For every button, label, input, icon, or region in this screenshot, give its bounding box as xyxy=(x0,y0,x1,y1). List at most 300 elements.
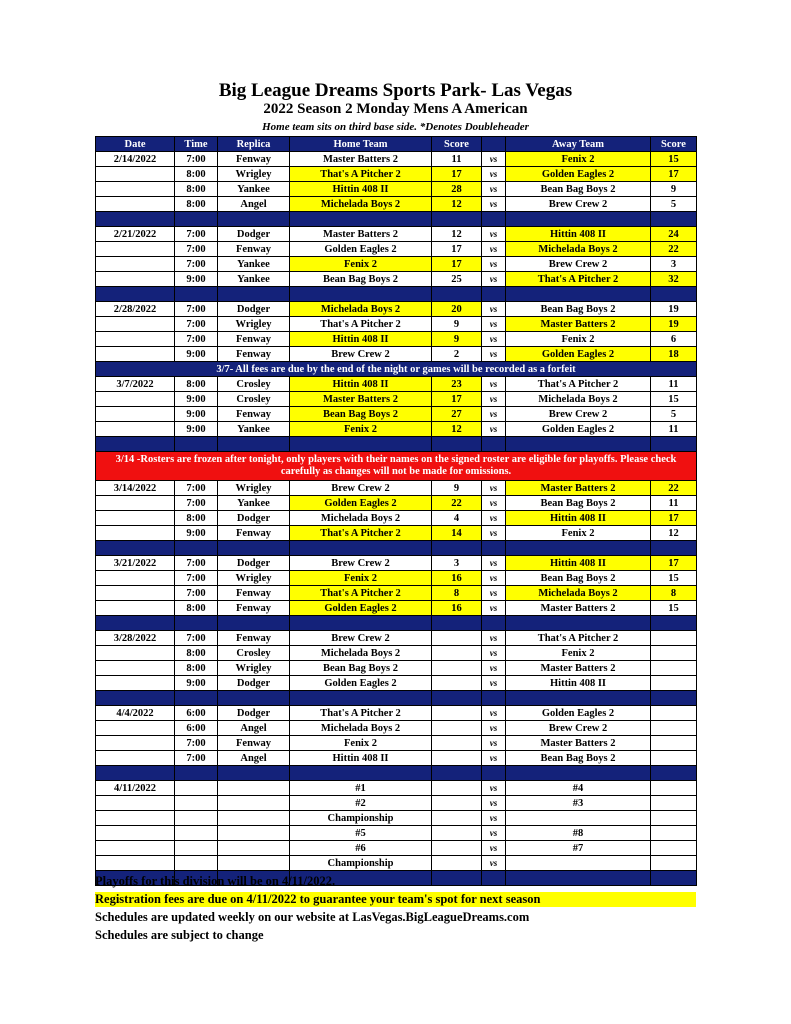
replica-cell xyxy=(218,841,290,856)
away-score-cell: 11 xyxy=(651,377,697,392)
vs-cell: vs xyxy=(482,646,506,661)
away-score-cell xyxy=(651,631,697,646)
home-team-cell: Hittin 408 II xyxy=(290,377,432,392)
date-cell xyxy=(96,496,175,511)
time-cell: 7:00 xyxy=(175,317,218,332)
time-cell xyxy=(175,781,218,796)
date-cell xyxy=(96,841,175,856)
alert-text: 3/14 -Rosters are frozen after tonight, only players with their names on the signed roster are eligible for playoffs. Please check carefully as changes will not be made for omissions. xyxy=(96,452,697,481)
separator-cell xyxy=(506,616,651,631)
away-score-cell: 17 xyxy=(651,556,697,571)
col-vs xyxy=(482,137,506,152)
page-title: Big League Dreams Sports Park- Las Vegas xyxy=(218,80,573,101)
separator-cell xyxy=(290,616,432,631)
away-team-cell: #7 xyxy=(506,841,651,856)
col-home-score: Score xyxy=(432,137,482,152)
replica-cell: Yankee xyxy=(218,257,290,272)
vs-cell: vs xyxy=(482,571,506,586)
home-team-cell: Hittin 408 II xyxy=(290,751,432,766)
game-row xyxy=(96,496,697,511)
separator-cell xyxy=(506,212,651,227)
game-row xyxy=(96,841,697,856)
separator-cell xyxy=(290,541,432,556)
game-row xyxy=(96,556,697,571)
col-home-team: Home Team xyxy=(290,137,432,152)
separator-cell xyxy=(175,437,218,452)
away-score-cell xyxy=(651,826,697,841)
home-score-cell: 4 xyxy=(432,511,482,526)
vs-cell: vs xyxy=(482,317,506,332)
away-score-cell xyxy=(651,856,697,871)
away-score-cell: 19 xyxy=(651,317,697,332)
separator-cell xyxy=(218,766,290,781)
replica-cell: Crosley xyxy=(218,646,290,661)
separator-cell xyxy=(432,212,482,227)
home-team-cell: Hittin 408 II xyxy=(290,332,432,347)
away-team-cell xyxy=(506,811,651,826)
home-score-cell: 12 xyxy=(432,227,482,242)
separator-cell xyxy=(175,766,218,781)
date-cell xyxy=(96,167,175,182)
vs-cell: vs xyxy=(482,676,506,691)
date-cell xyxy=(96,646,175,661)
home-score-cell xyxy=(432,781,482,796)
home-team-cell: That's A Pitcher 2 xyxy=(290,317,432,332)
date-cell: 2/21/2022 xyxy=(96,227,175,242)
separator-cell xyxy=(651,616,697,631)
replica-cell: Fenway xyxy=(218,631,290,646)
vs-cell: vs xyxy=(482,721,506,736)
separator-cell xyxy=(432,287,482,302)
replica-cell: Dodger xyxy=(218,676,290,691)
away-score-cell: 32 xyxy=(651,272,697,287)
away-score-cell xyxy=(651,751,697,766)
home-score-cell: 2 xyxy=(432,347,482,362)
separator-cell xyxy=(96,437,175,452)
home-score-cell: 27 xyxy=(432,407,482,422)
game-row xyxy=(96,661,697,676)
game-row xyxy=(96,422,697,437)
separator-cell xyxy=(482,616,506,631)
home-team-cell: Hittin 408 II xyxy=(290,182,432,197)
home-team-cell: Golden Eagles 2 xyxy=(290,676,432,691)
time-cell xyxy=(175,796,218,811)
away-score-cell xyxy=(651,841,697,856)
replica-cell: Dodger xyxy=(218,706,290,721)
separator-cell xyxy=(175,541,218,556)
time-cell: 9:00 xyxy=(175,422,218,437)
vs-cell: vs xyxy=(482,706,506,721)
separator-cell xyxy=(651,691,697,706)
game-row xyxy=(96,706,697,721)
home-score-cell: 9 xyxy=(432,317,482,332)
date-cell xyxy=(96,347,175,362)
time-cell xyxy=(175,811,218,826)
replica-cell: Wrigley xyxy=(218,481,290,496)
date-cell xyxy=(96,586,175,601)
home-team-cell: Fenix 2 xyxy=(290,257,432,272)
vs-cell: vs xyxy=(482,197,506,212)
home-score-cell xyxy=(432,676,482,691)
separator-cell xyxy=(290,437,432,452)
footer-registration: Registration fees are due on 4/11/2022 to guarantee your team's spot for next season xyxy=(95,892,696,907)
notice-text: 3/7- All fees are due by the end of the night or games will be recorded as a forfeit xyxy=(96,362,697,377)
separator-cell xyxy=(218,541,290,556)
home-score-cell xyxy=(432,736,482,751)
date-cell xyxy=(96,272,175,287)
away-team-cell: That's A Pitcher 2 xyxy=(506,377,651,392)
date-cell xyxy=(96,661,175,676)
vs-cell: vs xyxy=(482,601,506,616)
home-team-cell: Championship xyxy=(290,811,432,826)
date-cell xyxy=(96,751,175,766)
replica-cell xyxy=(218,811,290,826)
time-cell: 7:00 xyxy=(175,586,218,601)
time-cell: 7:00 xyxy=(175,302,218,317)
home-team-cell: Master Batters 2 xyxy=(290,392,432,407)
separator-cell xyxy=(432,691,482,706)
game-row xyxy=(96,856,697,871)
away-team-cell: Hittin 408 II xyxy=(506,227,651,242)
date-cell xyxy=(96,601,175,616)
home-score-cell xyxy=(432,721,482,736)
away-score-cell: 11 xyxy=(651,496,697,511)
game-row xyxy=(96,242,697,257)
time-cell: 9:00 xyxy=(175,526,218,541)
separator-cell xyxy=(432,541,482,556)
schedule-table xyxy=(95,136,697,886)
away-team-cell: Michelada Boys 2 xyxy=(506,242,651,257)
home-team-cell: That's A Pitcher 2 xyxy=(290,586,432,601)
home-team-cell: Michelada Boys 2 xyxy=(290,197,432,212)
separator-cell xyxy=(506,437,651,452)
date-cell: 2/14/2022 xyxy=(96,152,175,167)
replica-cell: Dodger xyxy=(218,302,290,317)
separator-cell xyxy=(506,691,651,706)
replica-cell xyxy=(218,826,290,841)
separator-cell xyxy=(96,541,175,556)
home-team-cell: Bean Bag Boys 2 xyxy=(290,661,432,676)
game-row xyxy=(96,781,697,796)
date-cell xyxy=(96,257,175,272)
vs-cell: vs xyxy=(482,227,506,242)
time-cell: 8:00 xyxy=(175,167,218,182)
away-team-cell: Bean Bag Boys 2 xyxy=(506,496,651,511)
away-team-cell: That's A Pitcher 2 xyxy=(506,631,651,646)
away-score-cell: 9 xyxy=(651,182,697,197)
replica-cell: Angel xyxy=(218,197,290,212)
separator-cell xyxy=(482,871,506,886)
away-team-cell: Golden Eagles 2 xyxy=(506,167,651,182)
replica-cell: Wrigley xyxy=(218,317,290,332)
col-replica: Replica xyxy=(218,137,290,152)
time-cell: 7:00 xyxy=(175,227,218,242)
replica-cell: Angel xyxy=(218,721,290,736)
away-score-cell xyxy=(651,796,697,811)
separator-row xyxy=(96,437,697,452)
home-team-cell: Fenix 2 xyxy=(290,422,432,437)
away-team-cell: Fenix 2 xyxy=(506,646,651,661)
separator-row xyxy=(96,691,697,706)
date-cell xyxy=(96,422,175,437)
separator-cell xyxy=(432,616,482,631)
date-cell: 3/7/2022 xyxy=(96,377,175,392)
separator-cell xyxy=(651,871,697,886)
home-team-cell: That's A Pitcher 2 xyxy=(290,526,432,541)
separator-cell xyxy=(432,871,482,886)
time-cell: 8:00 xyxy=(175,182,218,197)
separator-row xyxy=(96,616,697,631)
game-row xyxy=(96,586,697,601)
home-score-cell xyxy=(432,856,482,871)
replica-cell: Angel xyxy=(218,751,290,766)
home-team-cell: Brew Crew 2 xyxy=(290,631,432,646)
separator-row xyxy=(96,541,697,556)
separator-cell xyxy=(175,287,218,302)
away-score-cell xyxy=(651,736,697,751)
away-score-cell: 18 xyxy=(651,347,697,362)
away-team-cell: #3 xyxy=(506,796,651,811)
game-row xyxy=(96,377,697,392)
vs-cell: vs xyxy=(482,736,506,751)
date-cell: 3/14/2022 xyxy=(96,481,175,496)
away-team-cell: Bean Bag Boys 2 xyxy=(506,182,651,197)
vs-cell: vs xyxy=(482,272,506,287)
home-score-cell xyxy=(432,751,482,766)
time-cell: 8:00 xyxy=(175,661,218,676)
page-note: Home team sits on third base side. *Denotes Doubleheader xyxy=(262,121,529,133)
separator-cell xyxy=(506,766,651,781)
date-cell xyxy=(96,332,175,347)
home-score-cell xyxy=(432,661,482,676)
home-team-cell: Master Batters 2 xyxy=(290,152,432,167)
game-row xyxy=(96,481,697,496)
home-team-cell: Golden Eagles 2 xyxy=(290,496,432,511)
time-cell: 8:00 xyxy=(175,646,218,661)
vs-cell: vs xyxy=(482,481,506,496)
time-cell: 9:00 xyxy=(175,272,218,287)
date-cell: 4/11/2022 xyxy=(96,781,175,796)
footer-disclaimer: Schedules are subject to change xyxy=(95,928,264,942)
vs-cell: vs xyxy=(482,407,506,422)
game-row xyxy=(96,601,697,616)
home-team-cell: Michelada Boys 2 xyxy=(290,511,432,526)
home-score-cell: 12 xyxy=(432,197,482,212)
game-row xyxy=(96,347,697,362)
game-row xyxy=(96,646,697,661)
replica-cell: Yankee xyxy=(218,496,290,511)
home-team-cell: Fenix 2 xyxy=(290,736,432,751)
separator-cell xyxy=(290,766,432,781)
home-team-cell: Bean Bag Boys 2 xyxy=(290,272,432,287)
date-cell xyxy=(96,826,175,841)
vs-cell: vs xyxy=(482,302,506,317)
replica-cell: Fenway xyxy=(218,152,290,167)
replica-cell xyxy=(218,796,290,811)
date-cell: 3/21/2022 xyxy=(96,556,175,571)
away-team-cell: Michelada Boys 2 xyxy=(506,586,651,601)
replica-cell: Fenway xyxy=(218,332,290,347)
separator-cell xyxy=(96,616,175,631)
home-team-cell: Brew Crew 2 xyxy=(290,481,432,496)
vs-cell: vs xyxy=(482,781,506,796)
replica-cell: Fenway xyxy=(218,242,290,257)
footer-website: Schedules are updated weekly on our website at LasVegas.BigLeagueDreams.com xyxy=(95,910,530,924)
separator-cell xyxy=(218,691,290,706)
home-score-cell: 17 xyxy=(432,392,482,407)
replica-cell: Fenway xyxy=(218,347,290,362)
replica-cell: Dodger xyxy=(218,511,290,526)
game-row xyxy=(96,272,697,287)
home-score-cell: 12 xyxy=(432,422,482,437)
home-score-cell: 25 xyxy=(432,272,482,287)
separator-row xyxy=(96,766,697,781)
away-score-cell: 8 xyxy=(651,586,697,601)
time-cell: 8:00 xyxy=(175,377,218,392)
home-team-cell: Golden Eagles 2 xyxy=(290,242,432,257)
home-team-cell: Bean Bag Boys 2 xyxy=(290,407,432,422)
vs-cell: vs xyxy=(482,841,506,856)
home-score-cell: 14 xyxy=(432,526,482,541)
away-score-cell: 12 xyxy=(651,526,697,541)
game-row xyxy=(96,317,697,332)
col-away-score: Score xyxy=(651,137,697,152)
away-score-cell: 6 xyxy=(651,332,697,347)
separator-cell xyxy=(482,287,506,302)
date-cell xyxy=(96,317,175,332)
separator-cell xyxy=(506,871,651,886)
time-cell: 6:00 xyxy=(175,706,218,721)
away-score-cell: 15 xyxy=(651,392,697,407)
separator-cell xyxy=(290,287,432,302)
away-team-cell: Master Batters 2 xyxy=(506,317,651,332)
away-team-cell: Michelada Boys 2 xyxy=(506,392,651,407)
time-cell: 7:00 xyxy=(175,242,218,257)
time-cell: 7:00 xyxy=(175,631,218,646)
away-team-cell: Fenix 2 xyxy=(506,152,651,167)
replica-cell: Yankee xyxy=(218,182,290,197)
game-row xyxy=(96,182,697,197)
time-cell: 7:00 xyxy=(175,751,218,766)
replica-cell xyxy=(218,781,290,796)
away-team-cell: Brew Crew 2 xyxy=(506,407,651,422)
replica-cell: Dodger xyxy=(218,556,290,571)
away-team-cell: Bean Bag Boys 2 xyxy=(506,751,651,766)
vs-cell: vs xyxy=(482,347,506,362)
home-score-cell xyxy=(432,841,482,856)
time-cell xyxy=(175,856,218,871)
away-score-cell: 15 xyxy=(651,601,697,616)
separator-cell xyxy=(432,766,482,781)
home-score-cell xyxy=(432,826,482,841)
home-score-cell: 28 xyxy=(432,182,482,197)
separator-cell xyxy=(96,766,175,781)
home-score-cell: 16 xyxy=(432,571,482,586)
date-cell xyxy=(96,392,175,407)
separator-cell xyxy=(482,691,506,706)
time-cell: 9:00 xyxy=(175,392,218,407)
home-score-cell: 9 xyxy=(432,481,482,496)
col-date: Date xyxy=(96,137,175,152)
separator-cell xyxy=(651,437,697,452)
date-cell xyxy=(96,721,175,736)
replica-cell: Wrigley xyxy=(218,571,290,586)
time-cell: 9:00 xyxy=(175,676,218,691)
home-team-cell: That's A Pitcher 2 xyxy=(290,167,432,182)
replica-cell: Yankee xyxy=(218,272,290,287)
home-score-cell: 20 xyxy=(432,302,482,317)
time-cell: 7:00 xyxy=(175,332,218,347)
game-row xyxy=(96,302,697,317)
away-score-cell: 15 xyxy=(651,152,697,167)
away-team-cell: Brew Crew 2 xyxy=(506,257,651,272)
vs-cell: vs xyxy=(482,242,506,257)
separator-cell xyxy=(290,212,432,227)
home-team-cell: Michelada Boys 2 xyxy=(290,721,432,736)
away-team-cell: Brew Crew 2 xyxy=(506,197,651,212)
separator-cell xyxy=(482,766,506,781)
away-team-cell: Hittin 408 II xyxy=(506,556,651,571)
away-team-cell: Hittin 408 II xyxy=(506,511,651,526)
game-row xyxy=(96,392,697,407)
footer-playoffs: Playoffs for this division will be on 4/11/2022. xyxy=(95,874,336,888)
time-cell: 7:00 xyxy=(175,556,218,571)
away-score-cell: 17 xyxy=(651,167,697,182)
away-team-cell: Hittin 408 II xyxy=(506,676,651,691)
date-cell xyxy=(96,511,175,526)
home-team-cell: That's A Pitcher 2 xyxy=(290,706,432,721)
home-score-cell xyxy=(432,796,482,811)
separator-cell xyxy=(651,766,697,781)
separator-cell xyxy=(218,212,290,227)
home-score-cell: 8 xyxy=(432,586,482,601)
replica-cell: Fenway xyxy=(218,526,290,541)
header-row xyxy=(96,137,697,152)
replica-cell: Wrigley xyxy=(218,661,290,676)
game-row xyxy=(96,796,697,811)
away-team-cell: Bean Bag Boys 2 xyxy=(506,571,651,586)
vs-cell: vs xyxy=(482,152,506,167)
date-cell: 2/28/2022 xyxy=(96,302,175,317)
time-cell: 9:00 xyxy=(175,407,218,422)
vs-cell: vs xyxy=(482,811,506,826)
away-team-cell xyxy=(506,856,651,871)
away-team-cell: Master Batters 2 xyxy=(506,481,651,496)
home-team-cell: Fenix 2 xyxy=(290,571,432,586)
separator-row xyxy=(96,287,697,302)
game-row xyxy=(96,571,697,586)
vs-cell: vs xyxy=(482,631,506,646)
away-score-cell xyxy=(651,676,697,691)
away-score-cell xyxy=(651,646,697,661)
vs-cell: vs xyxy=(482,496,506,511)
home-score-cell xyxy=(432,811,482,826)
vs-cell: vs xyxy=(482,511,506,526)
game-row xyxy=(96,227,697,242)
away-team-cell: Bean Bag Boys 2 xyxy=(506,302,651,317)
date-cell xyxy=(96,182,175,197)
away-score-cell: 15 xyxy=(651,571,697,586)
separator-cell xyxy=(651,212,697,227)
vs-cell: vs xyxy=(482,377,506,392)
replica-cell: Fenway xyxy=(218,736,290,751)
away-score-cell xyxy=(651,721,697,736)
date-cell xyxy=(96,676,175,691)
vs-cell: vs xyxy=(482,167,506,182)
home-team-cell: #5 xyxy=(290,826,432,841)
date-cell xyxy=(96,407,175,422)
separator-cell xyxy=(218,437,290,452)
